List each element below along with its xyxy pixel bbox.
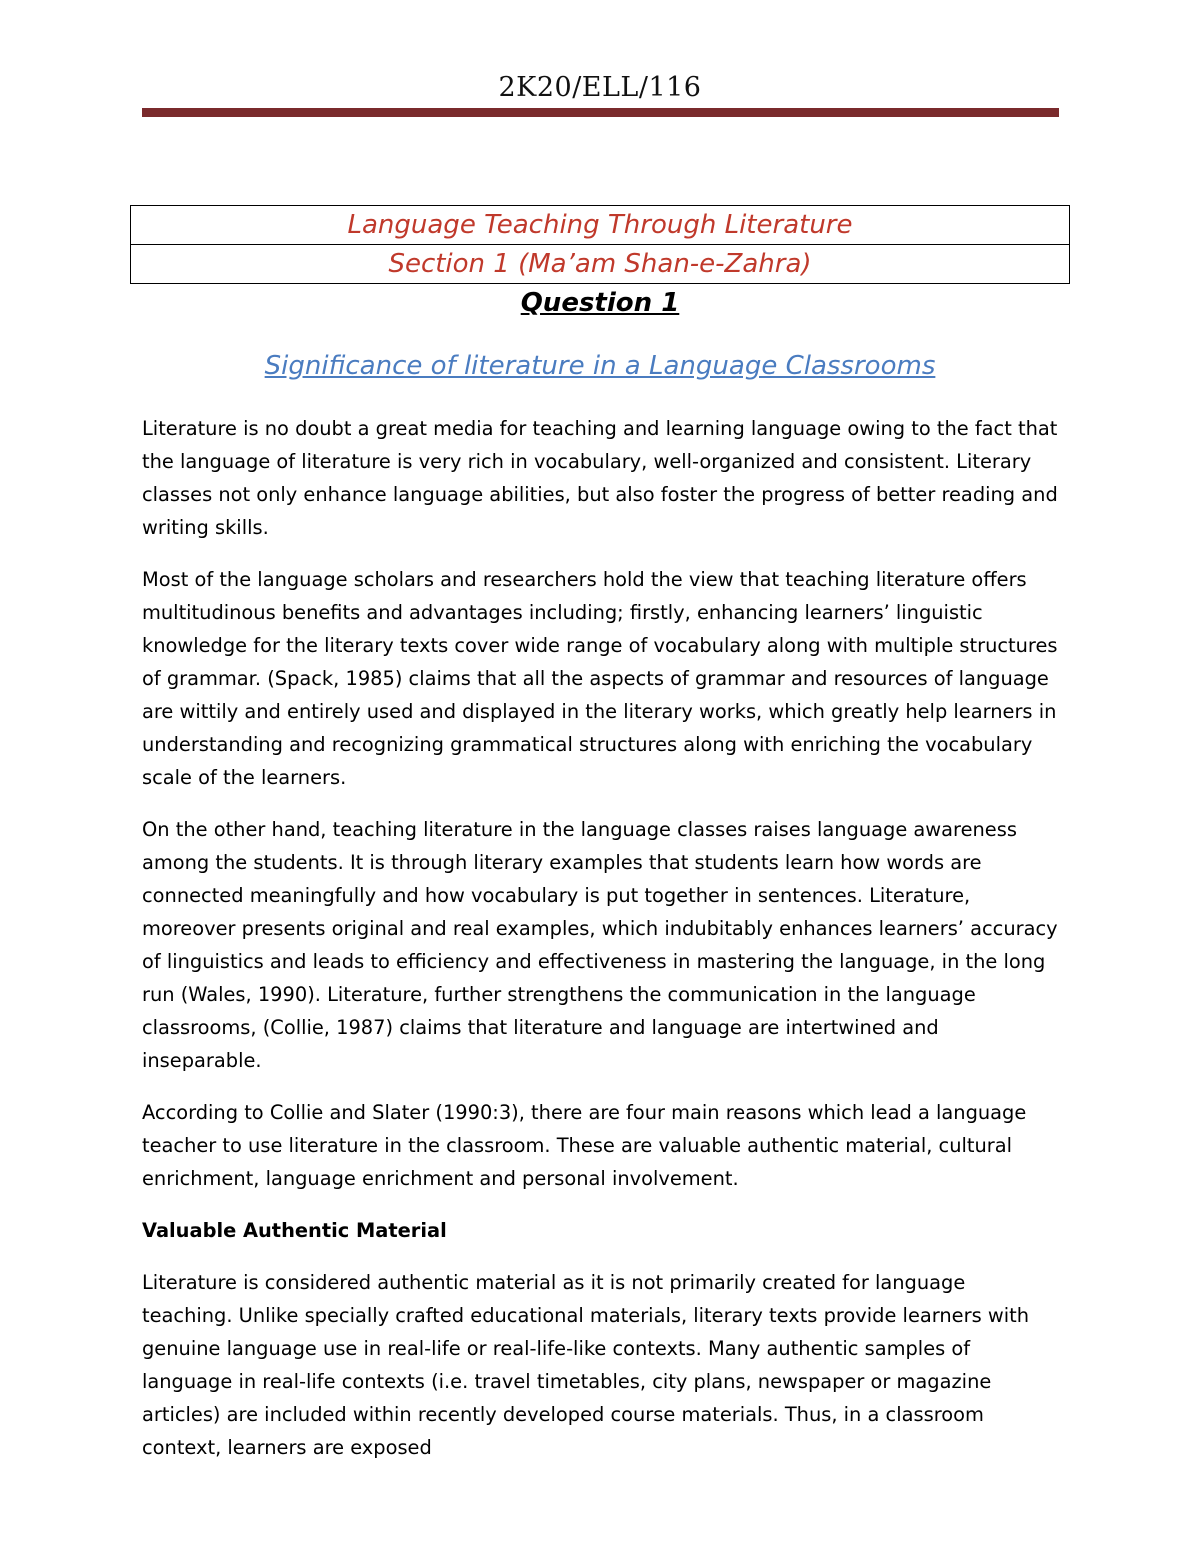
question-heading: Question 1 (520, 288, 680, 318)
header-rule (142, 108, 1059, 117)
section-heading: Valuable Authentic Material (142, 1219, 447, 1242)
essay-title: Significance of literature in a Language Classrooms (264, 351, 936, 381)
document-code-header: 2K20/ELL/116 (498, 72, 702, 103)
title-box (130, 205, 1070, 284)
course-title: Language Teaching Through Literature (131, 206, 1070, 245)
paragraph: Literature is considered authentic material as it is not primarily created for language teaching. Unlike specially crafted educational materials, literary texts provide learners with genuine language use in real-life or real-life-like contexts. Many authentic samples of language in real-life contexts (i.e. travel timetables, city plans, newspaper or magazine articles) are included within recently developed course materials. Thus, in a classroom context, learners are exposed (142, 1271, 1029, 1459)
paragraph: According to Collie and Slater (1990:3), there are four main reasons which lead a language teacher to use literature in the classroom. These are valuable authentic material, cultural enrichment, language enrichment and personal involvement. (142, 1101, 1027, 1190)
paragraph: Literature is no doubt a great media for teaching and learning language owing to the fact that the language of literature is very rich in vocabulary, well-organized and consistent. Literary classes not only enhance language abilities, but also foster the progress of better reading and writing skills. (142, 417, 1058, 539)
section-title: Section 1 (Ma’am Shan-e-Zahra) (131, 245, 1070, 284)
paragraph: On the other hand, teaching literature in the language classes raises language awareness among the students. It is through literary examples that students learn how words are connected meaningfully and how vocabulary is put together in sentences. Literature, moreover presents original and real examples, which indubitably enhances learners’ accuracy of linguistics and leads to efficiency and effectiveness in mastering the language, in the long run (Wales, 1990). Literature, further strengthens the communication in the language classrooms, (Collie, 1987) claims that literature and language are intertwined and inseparable. (142, 818, 1058, 1072)
document-body (142, 412, 1060, 1483)
paragraph: Most of the language scholars and researchers hold the view that teaching literature offers multitudinous benefits and advantages including; firstly, enhancing learners’ linguistic knowledge for the literary texts cover wide range of vocabulary along with multiple structures of grammar. (Spack, 1985) claims that all the aspects of grammar and resources of language are wittily and entirely used and displayed in the literary works, which greatly help learners in understanding and recognizing grammatical structures along with enriching the vocabulary scale of the learners. (142, 568, 1058, 789)
